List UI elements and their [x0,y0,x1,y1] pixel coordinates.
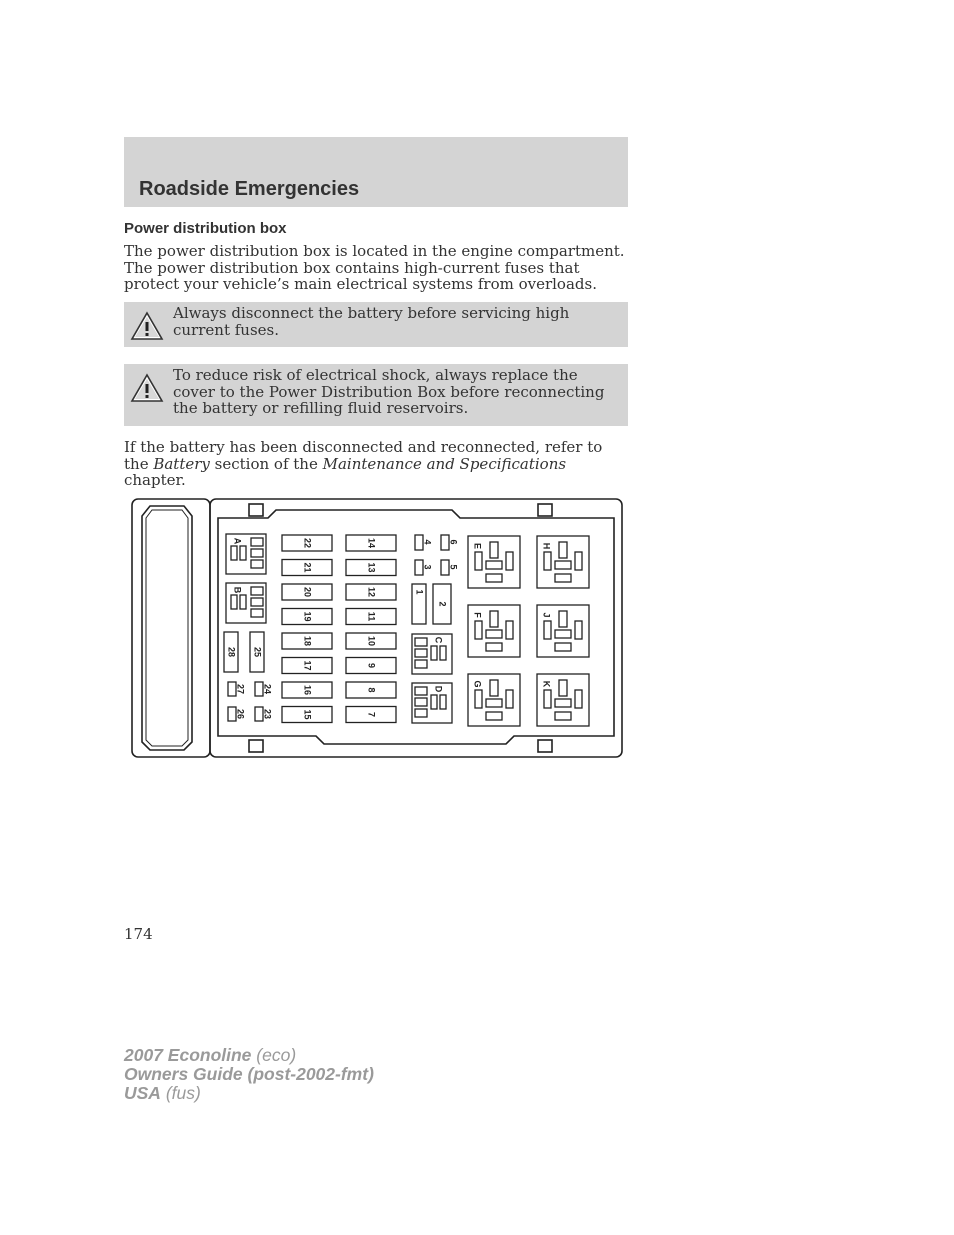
intro-paragraph: The power distribution box is located in the engine compartment. The power distribution box contains high-current fuses that protect your vehicle’s main electrical systems from overloads. [124,242,625,294]
relay-pin [555,561,571,569]
battery-note-text: If the battery has been disconnected and reconnected, refer to the [124,438,603,473]
relay-label-H: H [541,542,552,550]
warning-text-1: Always disconnect the battery before servicing high current fuses. [173,304,570,339]
battery-note-text: chapter. [124,471,186,490]
fuse-label-18: 18 [302,635,313,647]
relay-pin [251,598,263,606]
relay-label-E: E [472,542,483,550]
small-fuse-label-23: 23 [262,708,273,720]
battery-ref: Battery [153,454,210,473]
small-fuse-27 [228,682,236,696]
relay-pin [486,630,502,638]
page-number: 174 [124,925,153,943]
section-title: Power distribution box [124,220,287,237]
mini-fuse-3 [415,560,423,575]
small-fuse-label-27: 27 [235,683,246,695]
relay-pin [555,699,571,707]
relay-pin [440,646,446,660]
relay-pin [559,680,567,696]
relay-pin [559,542,567,558]
large-fuse-label-28: 28 [226,646,237,658]
fuse-label-22: 22 [302,537,313,549]
relay-pin [544,552,551,570]
large-fuse-label-25: 25 [252,646,263,658]
fuse-label-8: 8 [366,687,377,693]
relay-pin [251,538,263,546]
mini-fuse-6 [441,535,449,550]
relay-pin [506,690,513,708]
relay-pin [415,638,427,646]
warning-box-1 [124,302,628,347]
relay-pin [486,561,502,569]
footer-guide: Owners Guide (post-2002-fmt) [124,1064,374,1084]
relay-pin [559,611,567,627]
relay-pin [490,542,498,558]
mini-fuse-label-6: 6 [448,539,459,545]
relay-pin [486,574,502,582]
small-fuse-label-26: 26 [235,708,246,720]
fuse-label-10: 10 [366,635,377,647]
mini-relay-label-D: D [433,685,444,693]
fuse-label-7: 7 [366,711,377,718]
relay-pin [544,690,551,708]
relay-pin [251,609,263,617]
fuse-label-20: 20 [302,586,313,598]
small-fuse-26 [228,707,236,721]
mini-fuse-label-3: 3 [422,564,433,570]
relay-label-K: K [541,680,552,688]
relay-pin [486,699,502,707]
mini-fuse-4 [415,535,423,550]
relay-pin [415,649,427,657]
chapter-title: Roadside Emergencies [139,178,360,200]
mini-fuse-5 [441,560,449,575]
document-footer [124,1046,374,1103]
relay-pin [475,552,482,570]
mini-fuse-label-4: 4 [422,539,433,545]
footer-market: USA [124,1083,161,1103]
fuse-label-16: 16 [302,684,313,696]
small-fuse-24 [255,682,263,696]
relay-pin [431,695,437,709]
relay-pin [490,680,498,696]
chapter-ref: Maintenance and Specifications [322,454,567,473]
fuse-label-19: 19 [302,611,313,622]
relay-pin [240,546,246,560]
fuse-label-9: 9 [366,662,377,669]
fuse-label-17: 17 [302,660,313,671]
relay-label-G: G [472,680,483,688]
fuse-label-15: 15 [302,709,313,720]
mini-relay-label-C: C [433,636,444,644]
relay-pin [475,690,482,708]
relay-pin [431,646,437,660]
relay-pin [251,587,263,595]
small-fuse-23 [255,707,263,721]
footer-model: 2007 Econoline [124,1045,252,1065]
relay-pin [440,695,446,709]
relay-pin [575,621,582,639]
relay-pin [506,621,513,639]
small-fuse-label-24: 24 [262,683,273,695]
fuse-label-11: 11 [366,611,377,622]
relay-pin [575,552,582,570]
footer-market-code: (fus) [165,1083,201,1103]
fuse-label-21: 21 [302,562,313,573]
relay-label-A: A [232,537,243,545]
warning-box-2 [124,364,628,426]
relay-pin [251,560,263,568]
warning-text-2: To reduce risk of electrical shock, always replace the cover to the Power Distribution Box before reconnecting the battery or refilling fluid reservoirs. [173,366,605,418]
warning-icon [130,373,164,403]
relay-pin [415,698,427,706]
relay-label-B: B [232,586,243,594]
relay-label-J: J [541,612,552,618]
relay-pin [240,595,246,609]
relay-pin [415,687,427,695]
relay-pin [555,643,571,651]
relay-pin [486,643,502,651]
footer-model-code: (eco) [256,1045,297,1065]
power-distribution-box-diagram [128,496,626,760]
chapter-header [124,137,628,207]
battery-note-text: section of the [209,454,323,473]
fuse-label-13: 13 [366,562,377,573]
relay-pin [555,630,571,638]
relay-pin [555,712,571,720]
relay-pin [231,595,237,609]
cartridge-label-1: 1 [414,589,425,595]
fuse-label-14: 14 [366,537,377,549]
relay-pin [231,546,237,560]
relay-pin [544,621,551,639]
relay-pin [490,611,498,627]
relay-pin [475,621,482,639]
relay-label-F: F [472,612,483,618]
mini-fuse-label-5: 5 [448,564,459,570]
relay-pin [415,660,427,668]
warning-icon [130,311,164,341]
relay-pin [251,549,263,557]
relay-pin [506,552,513,570]
battery-note [124,439,628,489]
cartridge-label-2: 2 [437,601,448,607]
relay-pin [575,690,582,708]
relay-pin [555,574,571,582]
fuse-label-12: 12 [366,586,377,598]
relay-pin [415,709,427,717]
relay-pin [486,712,502,720]
